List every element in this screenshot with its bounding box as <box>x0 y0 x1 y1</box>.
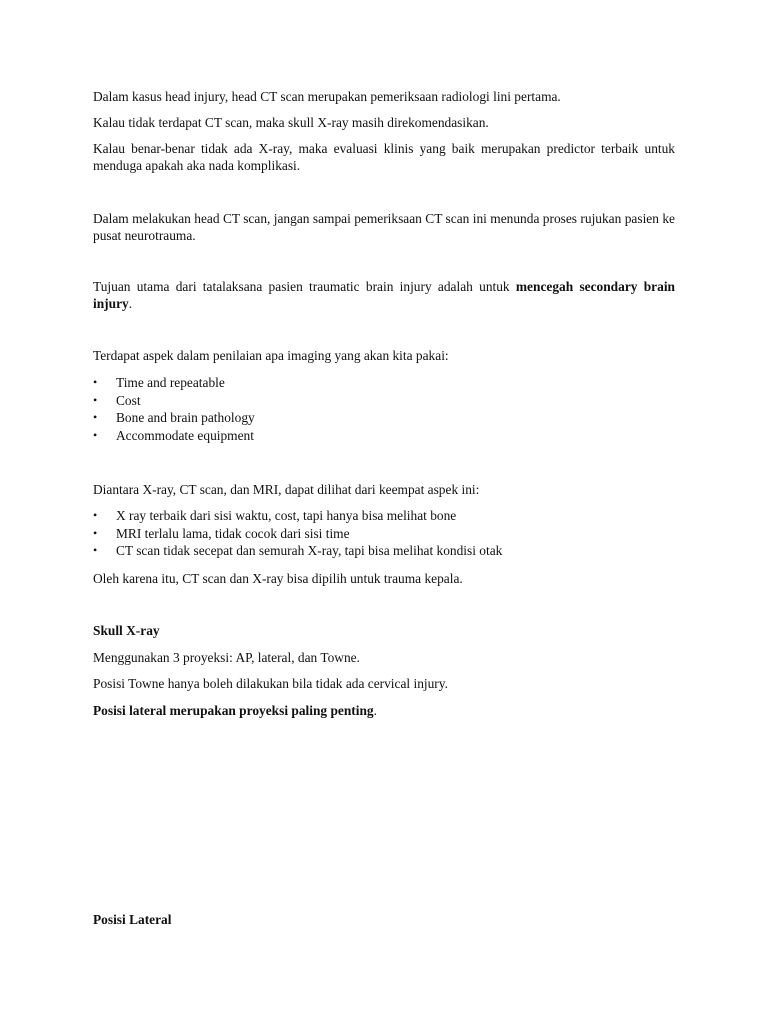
lateral-important-period: . <box>373 703 377 718</box>
paragraph-skull-xray-recommended: Kalau tidak terdapat CT scan, maka skull X-ray masih direkomendasikan. <box>93 115 489 130</box>
aspect-list <box>93 374 675 445</box>
list-item: • Cost <box>93 392 141 408</box>
document-page <box>93 0 675 1024</box>
list-item: • X ray terbaik dari sisi waktu, cost, tapi hanya bisa melihat bone <box>93 508 457 523</box>
heading-skull-xray: Skull X-ray <box>93 623 160 638</box>
bullet-icon: • <box>93 543 98 558</box>
main-goal-period: . <box>128 296 133 311</box>
heading-posisi-lateral: Posisi Lateral <box>93 912 172 927</box>
paragraph-projections: Menggunakan 3 proyeksi: AP, lateral, dan Towne. <box>93 650 360 665</box>
bullet-icon: • <box>93 525 98 540</box>
paragraph-imaging-aspects: Terdapat aspek dalam penilaian apa imaging yang akan kita pakai: <box>93 348 449 363</box>
list-item: • Accommodate equipment <box>93 428 254 444</box>
paragraph-lateral-important <box>93 702 675 719</box>
paragraph-conclusion: Oleh karena itu, CT scan dan X-ray bisa dipilih untuk trauma kepala. <box>93 571 463 586</box>
paragraph-referral: Dalam melakukan head CT scan, jangan sampai pemeriksaan CT scan ini menunda proses rujukan pasien ke pusat neurotrauma. <box>93 211 675 243</box>
paragraph-comparison-intro: Diantara X-ray, CT scan, dan MRI, dapat dilihat dari keempat aspek ini: <box>93 482 480 497</box>
comparison-list <box>93 507 675 560</box>
list-item: • Time and repeatable <box>93 375 225 390</box>
bullet-icon: • <box>93 410 98 425</box>
paragraph-ct-first-line: Dalam kasus head injury, head CT scan merupakan pemeriksaan radiologi lini pertama. <box>93 89 561 104</box>
bullet-icon: • <box>93 428 98 443</box>
paragraph-clinical-evaluation: Kalau benar-benar tidak ada X-ray, maka evaluasi klinis yang baik merupakan predictor terbaik untuk menduga apakah aka nada komplikasi. <box>93 141 675 173</box>
bullet-icon: • <box>93 375 98 389</box>
main-goal-text: Tujuan utama dari tatalaksana pasien traumatic brain injury adalah untuk <box>93 279 516 294</box>
main-goal-emphasis: mencegah secondary brain injury <box>93 279 675 311</box>
list-item: • Bone and brain pathology <box>93 410 255 426</box>
bullet-icon: • <box>93 508 98 522</box>
paragraph-main-goal <box>93 278 675 312</box>
lateral-important-emphasis: Posisi lateral merupakan proyeksi paling penting <box>93 703 374 718</box>
list-item: • MRI terlalu lama, tidak cocok dari sisi time <box>93 525 350 541</box>
bullet-icon: • <box>93 392 98 407</box>
list-item: • CT scan tidak secepat dan semurah X-ray, tapi bisa melihat kondisi otak <box>93 543 503 559</box>
paragraph-towne-position: Posisi Towne hanya boleh dilakukan bila tidak ada cervical injury. <box>93 676 448 691</box>
